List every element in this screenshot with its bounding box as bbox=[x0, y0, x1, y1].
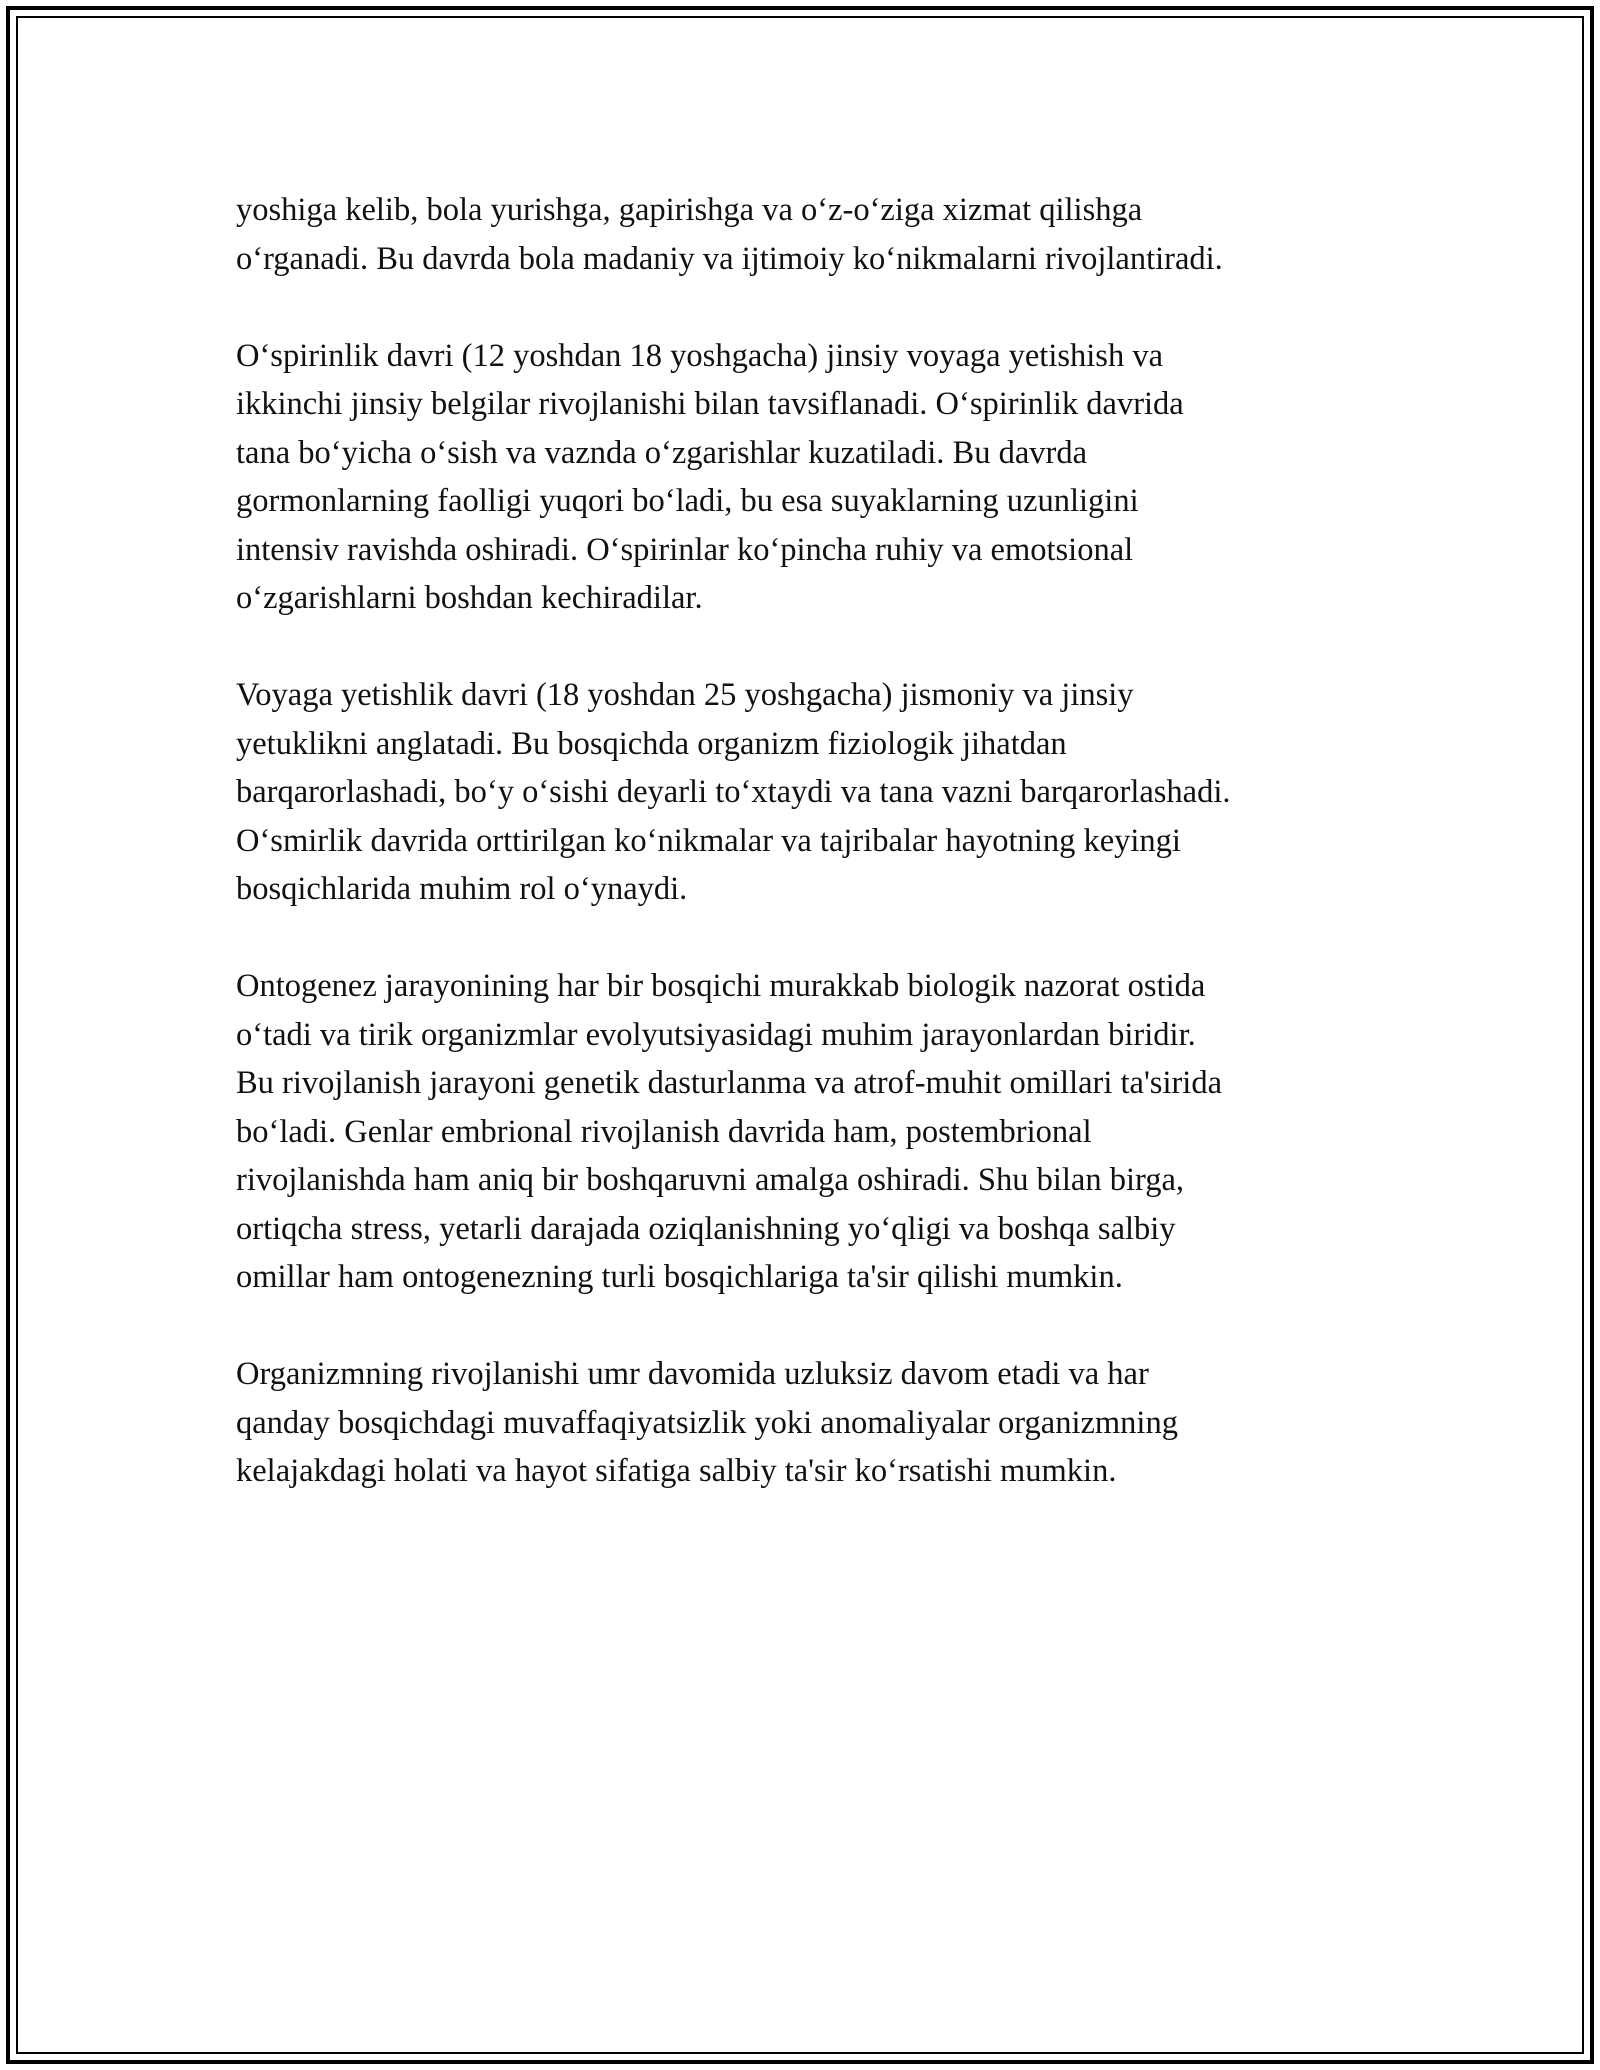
text-line: o‘tadi va tirik organizmlar evolyutsiyasidagi muhim jarayonlardan biridir. bbox=[236, 1016, 1196, 1053]
text-line: o‘zgarishlarni boshdan kechiradilar. bbox=[236, 580, 703, 616]
text-line: kelajakdagi holati va hayot sifatiga salbiy ta'sir ko‘rsatishi mumkin. bbox=[236, 1453, 1117, 1489]
text-line: rivojlanishda ham aniq bir boshqaruvni amalga oshiradi. Shu bilan birga, bbox=[236, 1162, 1185, 1198]
paragraph-adulthood bbox=[236, 671, 1386, 914]
text-line: gormonlarning faolligi yuqori bo‘ladi, bu esa suyaklarning uzunligini bbox=[236, 483, 1139, 519]
text-line: yetuklikni anglatadi. Bu bosqichda organizm fiziologik jihatdan bbox=[236, 725, 1067, 762]
document-body bbox=[236, 186, 1386, 1544]
paragraph-adolescence bbox=[236, 332, 1386, 623]
text-line: yoshiga kelib, bola yurishga, gapirishga va o‘z-o‘ziga xizmat qilishga bbox=[236, 192, 1143, 228]
text-line: Ontogenez jarayonining har bir bosqichi murakkab biologik nazorat ostida bbox=[236, 968, 1206, 1004]
text-line: bo‘ladi. Genlar embrional rivojlanish davrida ham, postembrional bbox=[236, 1113, 1092, 1150]
text-line: barqarorlashadi, bo‘y o‘sishi deyarli to‘xtaydi va tana vazni barqarorlashadi. bbox=[236, 774, 1231, 810]
text-line: ortiqcha stress, yetarli darajada oziqlanishning yo‘qligi va boshqa salbiy bbox=[236, 1210, 1176, 1247]
text-line: Organizmning rivojlanishi umr davomida uzluksiz davom etadi va har bbox=[236, 1356, 1149, 1392]
text-line: qanday bosqichdagi muvaffaqiyatsizlik yoki anomaliyalar organizmning bbox=[236, 1404, 1178, 1441]
paragraph-early-childhood bbox=[236, 186, 1386, 283]
text-line: ikkinchi jinsiy belgilar rivojlanishi bilan tavsiflanadi. O‘spirinlik davrida bbox=[236, 386, 1184, 422]
text-line: o‘rganadi. Bu davrda bola madaniy va ijtimoiy ko‘nikmalarni rivojlantiradi. bbox=[236, 240, 1223, 277]
text-line: omillar ham ontogenezning turli bosqichlariga ta'sir qilishi mumkin. bbox=[236, 1259, 1123, 1295]
text-line: Voyaga yetishlik davri (18 yoshdan 25 yoshgacha) jismoniy va jinsiy bbox=[236, 677, 1134, 713]
text-line: Bu rivojlanish jarayoni genetik dasturlanma va atrof-muhit omillari ta'sirida bbox=[236, 1065, 1223, 1101]
text-line: tana bo‘yicha o‘sish va vaznda o‘zgarishlar kuzatiladi. Bu davrda bbox=[236, 434, 1087, 471]
text-line: O‘smirlik davrida orttirilgan ko‘nikmalar va tajribalar hayotning keyingi bbox=[236, 822, 1181, 859]
text-line: bosqichlarida muhim rol o‘ynaydi. bbox=[236, 871, 688, 907]
paragraph-conclusion bbox=[236, 1350, 1386, 1496]
paragraph-ontogenesis bbox=[236, 962, 1386, 1302]
text-line: O‘spirinlik davri (12 yoshdan 18 yoshgacha) jinsiy voyaga yetishish va bbox=[236, 337, 1163, 374]
text-line: intensiv ravishda oshiradi. O‘spirinlar ko‘pincha ruhiy va emotsional bbox=[236, 531, 1134, 568]
